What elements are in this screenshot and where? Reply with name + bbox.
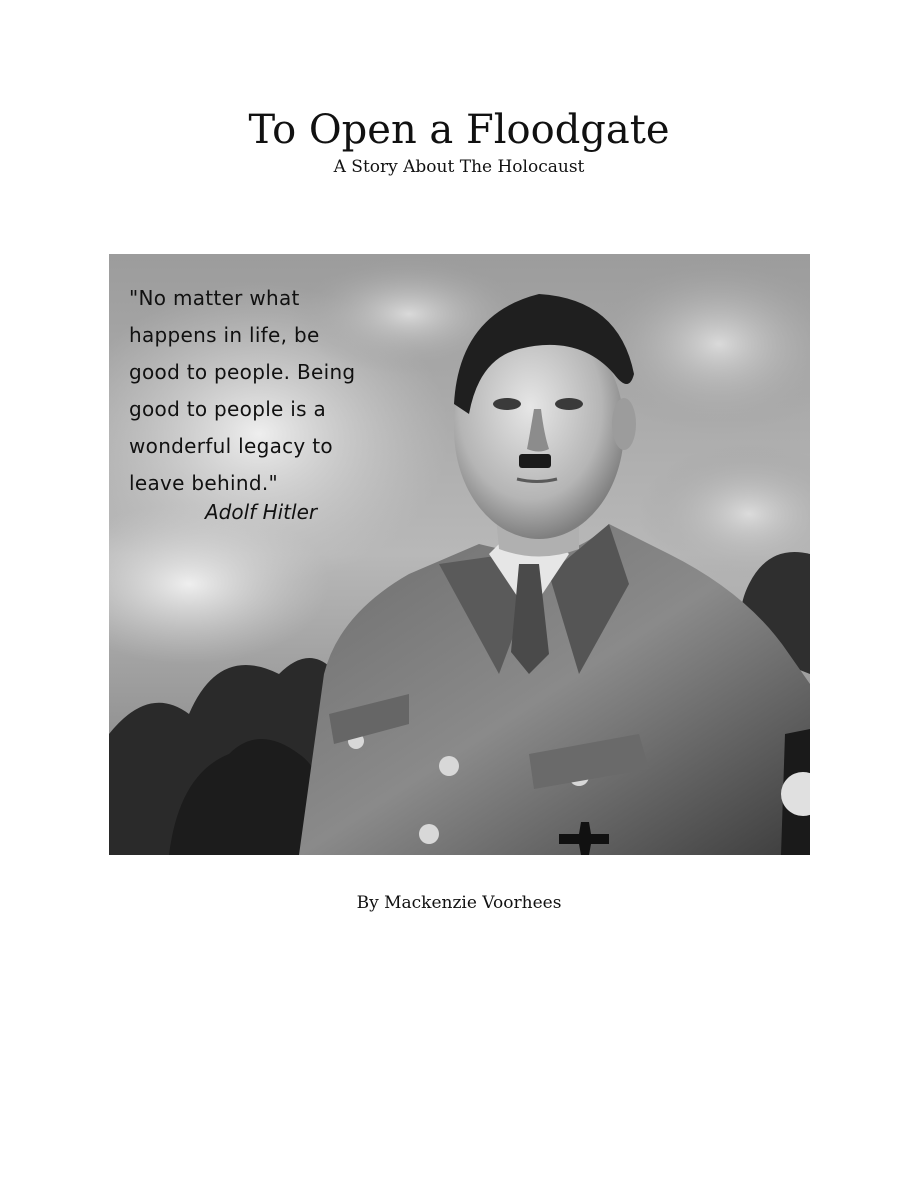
cover-photo <box>109 254 810 855</box>
quote-line: good to people is a <box>129 397 327 421</box>
quote-line: happens in life, be <box>129 323 320 347</box>
quote-line: good to people. Being <box>129 360 356 384</box>
author-byline: By Mackenzie Voorhees <box>356 893 562 913</box>
quote-text <box>129 280 419 502</box>
quote-attribution: Adolf Hitler <box>205 500 318 524</box>
quote-line: wonderful legacy to <box>129 434 333 458</box>
quote-line: "No matter what <box>129 286 300 310</box>
quote-line: leave behind." <box>129 471 278 495</box>
document-subtitle: A Story About The Holocaust <box>333 157 585 177</box>
document-title: To Open a Floodgate <box>248 107 670 153</box>
